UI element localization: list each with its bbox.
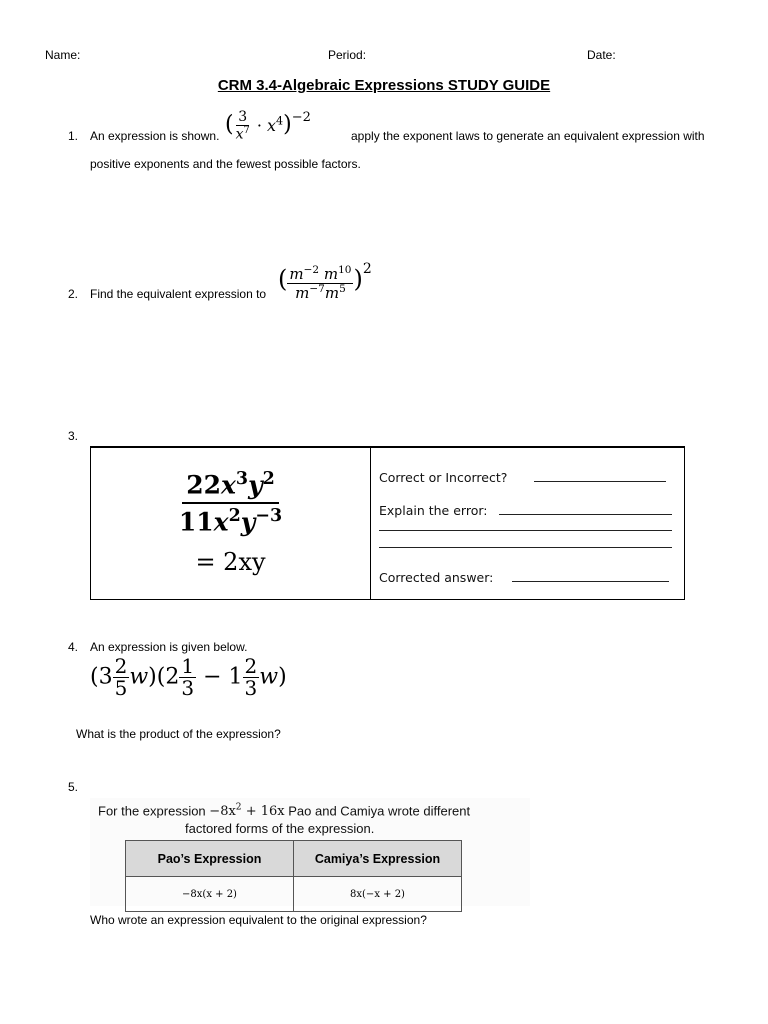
q3-explain-label: Explain the error: [379, 503, 488, 518]
q4-number: 4. [68, 640, 79, 654]
q2-d2: m [324, 283, 340, 302]
name-label: Name: [45, 48, 81, 62]
q4-minus: − [203, 664, 222, 690]
q1-term: x [267, 116, 277, 135]
q5-number: 5. [68, 780, 79, 794]
q2-d2-exp: 5 [339, 282, 346, 295]
q2-d1: m [295, 283, 310, 302]
q3-explain-line1 [499, 514, 672, 515]
q2-n1: m [289, 264, 304, 283]
q5-cell-pao: −8x(x + 2) [126, 877, 294, 912]
q4-question: What is the product of the expression? [76, 727, 281, 741]
q3-explain-line3 [379, 547, 672, 548]
q4-f1-num: 2 [114, 654, 128, 678]
q4-expression: (3 $\frac{2}{5}$ w)(2 $\frac{1}{3}$ − 1 $\frac{2}{3}$ w) [90, 654, 287, 700]
q3-table [90, 446, 685, 600]
q4-f3-den: 3 [244, 676, 258, 700]
q2-n2-exp: 10 [338, 263, 352, 276]
q5-header-pao: Pao’s Expression [126, 841, 294, 877]
q4-f2-num: 1 [181, 654, 195, 678]
q3-correct-label: Correct or Incorrect? [379, 470, 508, 485]
q4-f3-num: 2 [244, 654, 258, 678]
q3-corrected-line [512, 581, 669, 582]
q1-frac-num: 3 [238, 109, 248, 126]
q3-expression: $\frac{22x^3y^2}{11x^2y^{-3}}$ [178, 469, 283, 536]
q3-correct-line [534, 481, 666, 482]
q5-caption-line2: factored forms of the expression. [185, 821, 375, 836]
q5-header-camiya: Camiya’s Expression [294, 841, 462, 877]
q3-num-exp2: 2 [262, 469, 275, 489]
q3-corrected-label: Corrected answer: [379, 570, 494, 585]
q5-table [125, 840, 462, 912]
q1-line2: positive exponents and the fewest possible factors. [90, 157, 361, 171]
q4-var1: w [129, 664, 149, 690]
q2-n1-exp: −2 [303, 263, 320, 276]
q5-caption-expr: −8x [209, 804, 236, 820]
q5-caption-line1 [98, 803, 470, 819]
q4-f1-den: 5 [114, 676, 128, 700]
q4-whole2: 2 [165, 664, 180, 690]
q5-caption-expr-exp: 2 [235, 803, 242, 813]
q5-cell-camiya: 8x(−x + 2) [294, 877, 462, 912]
q3-den-exp2: −3 [255, 505, 283, 526]
q4-f2-den: 3 [181, 676, 195, 700]
q2-expression: ( $\frac{m^{-2} m^{10}}{m^{-7}m^5}$ )$^2$ [278, 261, 372, 302]
q3-equals: = 2xy [195, 548, 266, 576]
q5-caption-expr-tail: + 16x [245, 804, 285, 820]
q2-n2: m [323, 264, 339, 283]
q5-caption-b: Pao and Camiya wrote different [288, 803, 471, 819]
q1-outer-exp: −2 [291, 110, 311, 125]
q1-dot: · [256, 116, 262, 135]
q3-divider [370, 448, 371, 599]
q3-den-y: y [240, 506, 256, 536]
q1-tail: apply the exponent laws to generate an equivalent expression with [351, 129, 705, 143]
q1-number: 1. [68, 129, 79, 143]
q1-frac-den-exp: 7 [243, 125, 250, 137]
q1-expression: ( $\frac{3}{x^7}$ · $x^4)^{-2}$ [225, 109, 311, 143]
q4-whole3: 1 [228, 664, 243, 690]
date-label: Date: [587, 48, 616, 62]
q1-intro: An expression is shown. [90, 129, 220, 143]
q3-expression-cell [91, 448, 370, 599]
q2-text: Find the equivalent expression to [90, 287, 267, 301]
q1-frac-den: x [235, 126, 244, 143]
page-title: CRM 3.4-Algebraic Expressions STUDY GUIDE [217, 77, 551, 94]
q4-var2: w [259, 664, 279, 690]
q4-text: An expression is given below. [90, 640, 248, 654]
q3-num-y: y [248, 470, 263, 500]
q4-whole1: 3 [98, 664, 113, 690]
q2-d1-exp: −7 [309, 282, 325, 295]
q5-caption-a: For the expression [98, 803, 206, 819]
q2-outer-exp: 2 [362, 261, 372, 277]
q2-number: 2. [68, 287, 79, 301]
q3-num-exp1: 3 [235, 469, 249, 489]
q1-term-exp: 4 [276, 114, 284, 128]
q5-question: Who wrote an expression equivalent to the original expression? [90, 913, 427, 927]
q3-number: 3. [68, 429, 79, 443]
q3-den-exp1: 2 [228, 505, 241, 526]
period-label: Period: [328, 48, 367, 62]
q3-explain-line2 [379, 530, 672, 531]
